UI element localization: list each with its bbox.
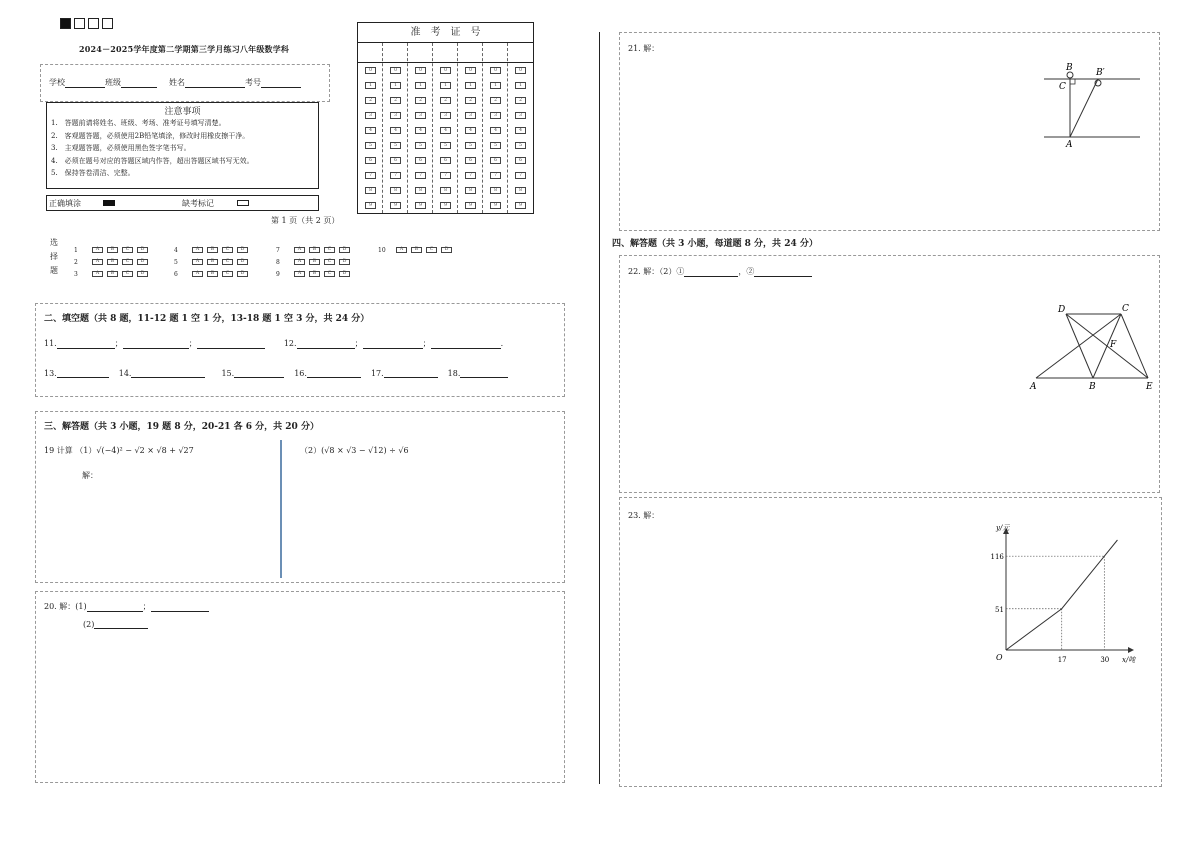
empty-square-icon (74, 18, 85, 29)
q22-label-c: C (1122, 304, 1129, 314)
admission-digit-bubble[interactable]: 8 (490, 187, 501, 194)
admission-digit-bubble[interactable]: 9 (515, 202, 526, 209)
q19-part2-prefix: （2） (300, 446, 322, 455)
choice-option-bubble[interactable]: A (92, 259, 103, 265)
admission-title: 准 考 证 号 (358, 23, 533, 43)
choice-question-row (174, 256, 252, 267)
choice-option-bubble[interactable]: C (122, 247, 133, 253)
notice-box (46, 102, 319, 189)
y-tick-label: 116 (990, 553, 1004, 562)
choice-question-number: 3 (74, 271, 78, 278)
q13-label: 13. (44, 369, 57, 378)
q22-label: 22. 解：（2）① (628, 267, 685, 276)
choice-question-number: 8 (276, 259, 280, 266)
admission-digit-bubble[interactable]: 2 (465, 97, 476, 104)
admission-digit-bubble[interactable]: 4 (390, 127, 401, 134)
admission-digit-bubble[interactable]: 6 (515, 157, 526, 164)
choice-label-char: 题 (50, 266, 58, 275)
choice-option-bubble[interactable]: A (92, 271, 103, 277)
choice-option-bubble[interactable]: D (237, 271, 248, 277)
q19-expression-2: (√8 × √3 − √12) ÷ √6 (321, 446, 409, 455)
choice-option-bubble[interactable]: C (222, 271, 233, 277)
admission-digit-bubble[interactable]: 6 (415, 157, 426, 164)
choice-option-bubble[interactable]: D (339, 247, 350, 253)
choice-option-bubble[interactable]: A (396, 247, 407, 253)
exam-number-label: 考号 (245, 78, 261, 87)
school-field[interactable] (65, 78, 105, 88)
admission-digit-bubble[interactable]: 0 (465, 67, 476, 74)
admission-digit-bubble[interactable]: 1 (465, 82, 476, 89)
q21-label-bprime: B′ (1096, 68, 1105, 78)
admission-digit-bubble[interactable]: 8 (390, 187, 401, 194)
q23-chart (990, 520, 1140, 670)
choice-option-bubble[interactable]: B (107, 247, 118, 253)
choice-question-number: 5 (174, 259, 178, 266)
fill-blank-section: 二、填空题（共 8 题，11-12 题 1 空 1 分，13-18 题 1 空 3 分，共 24 分） 11. ； ； 12. ； ； . 13. 14. 15. 16. 17. 18. (35, 303, 565, 397)
q11-blank3[interactable] (197, 339, 265, 349)
student-info-box (40, 64, 330, 102)
admission-digit-bubble[interactable]: 2 (440, 97, 451, 104)
exam-title: 2024－2025学年度第二学期第三学月练习八年级数学科 (79, 44, 290, 54)
admission-digit-bubble[interactable]: 1 (490, 82, 501, 89)
q22-figure (1028, 300, 1158, 392)
admission-digit-bubble[interactable]: 6 (365, 157, 376, 164)
admission-digit-bubble[interactable]: 1 (515, 82, 526, 89)
notice-item: 2. 客观题答题，必须使用2B铅笔填涂，修改时用橡皮擦干净。 (51, 131, 250, 140)
admission-digit-bubble[interactable]: 4 (490, 127, 501, 134)
q20-blank1[interactable] (87, 602, 143, 612)
q20-part2-label: (2) (83, 620, 95, 629)
choice-option-bubble[interactable]: D (441, 247, 452, 253)
choice-option-bubble[interactable]: D (137, 259, 148, 265)
q20-blank2[interactable] (151, 602, 209, 612)
q22-label-f: F (1110, 340, 1117, 350)
admission-digit-bubble[interactable]: 0 (390, 67, 401, 74)
q14-blank[interactable] (131, 368, 205, 378)
admission-digit-bubble[interactable]: 0 (415, 67, 426, 74)
admission-digit-bubble[interactable]: 6 (465, 157, 476, 164)
choice-option-bubble[interactable]: B (107, 271, 118, 277)
section4-heading: 四、解答题（共 3 小题，每道题 8 分，共 24 分） (612, 239, 818, 249)
choice-question-row (174, 268, 252, 279)
admission-digit-bubble[interactable]: 4 (365, 127, 376, 134)
q22-label-d: D (1058, 305, 1066, 315)
admission-digit-bubble[interactable]: 0 (440, 67, 451, 74)
admission-digit-bubble[interactable]: 5 (515, 142, 526, 149)
section3-heading: 三、解答题（共 3 小题，19 题 8 分，20-21 各 6 分，共 20 分） (44, 422, 319, 432)
q14-label: 14. (118, 369, 132, 378)
q17-label: 17. (370, 369, 384, 378)
admission-digit-bubble[interactable]: 6 (440, 157, 451, 164)
choice-option-bubble[interactable]: B (411, 247, 422, 253)
admission-digit-bubble[interactable]: 6 (390, 157, 401, 164)
choice-option-bubble[interactable]: A (192, 247, 203, 253)
choice-question-row (74, 256, 152, 267)
q12-blank3[interactable] (431, 339, 501, 349)
admission-digit-bubble[interactable]: 9 (415, 202, 426, 209)
notice-item: 3. 主观题答题，必须使用黑色签字笔书写。 (51, 144, 191, 153)
q12-blank2[interactable] (363, 339, 423, 349)
choice-question-number: 9 (276, 271, 280, 278)
q20-label: 20. 解：(1) (44, 602, 87, 611)
choice-label-char: 择 (50, 252, 58, 261)
admission-digit-bubble[interactable]: 5 (390, 142, 401, 149)
choice-option-bubble[interactable]: D (339, 271, 350, 277)
choice-option-bubble[interactable]: A (294, 271, 305, 277)
choice-question-number: 2 (74, 259, 78, 266)
admission-digit-bubble[interactable]: 0 (515, 67, 526, 74)
q22-label-e: E (1146, 382, 1153, 392)
choice-option-bubble[interactable]: A (294, 259, 305, 265)
q23-label: 23. 解： (628, 511, 660, 520)
choice-option-bubble[interactable]: C (324, 247, 335, 253)
class-label: 班级 (105, 78, 121, 87)
admission-digit-bubble[interactable]: 9 (490, 202, 501, 209)
admission-digit-bubble[interactable]: 8 (465, 187, 476, 194)
q19-prefix: 19 计算 （1） (44, 446, 97, 455)
admission-digit-bubble[interactable]: 6 (490, 157, 501, 164)
q11-blank2[interactable] (123, 339, 189, 349)
admission-digit-bubble[interactable]: 8 (440, 187, 451, 194)
q20-blank3[interactable] (94, 619, 148, 629)
admission-digit-bubble[interactable]: 3 (390, 112, 401, 119)
admission-digit-bubble[interactable]: 9 (390, 202, 401, 209)
admission-digit-bubble[interactable]: 2 (515, 97, 526, 104)
choice-option-bubble[interactable]: B (309, 271, 320, 277)
choice-option-bubble[interactable]: C (324, 271, 335, 277)
choice-option-bubble[interactable]: C (426, 247, 437, 253)
q21-box (619, 32, 1160, 231)
admission-digit-bubble[interactable]: 5 (415, 142, 426, 149)
class-field[interactable] (121, 78, 157, 88)
admission-digit-bubble[interactable]: 7 (440, 172, 451, 179)
admission-digit-bubble[interactable]: 7 (515, 172, 526, 179)
header-squares (60, 18, 116, 29)
choice-option-bubble[interactable]: A (192, 259, 203, 265)
marking-row (46, 195, 319, 211)
admission-digit-bubble[interactable]: 8 (365, 187, 376, 194)
admission-digit-bubble[interactable]: 2 (490, 97, 501, 104)
admission-digit-bubble[interactable]: 2 (415, 97, 426, 104)
choice-question-number: 10 (378, 247, 386, 254)
q19-answer-label: 解： (82, 471, 98, 480)
q11-blank1[interactable] (57, 339, 115, 349)
empty-square-icon (102, 18, 113, 29)
admission-digit-bubble[interactable]: 1 (365, 82, 376, 89)
admission-digit-bubble[interactable]: 1 (415, 82, 426, 89)
q21-label-b: B (1066, 63, 1073, 73)
page-label: 第 1 页（共 2 页） (271, 216, 340, 225)
admission-digit-bubble[interactable]: 8 (515, 187, 526, 194)
admission-digit-bubble[interactable]: 4 (465, 127, 476, 134)
admission-digit-bubble[interactable]: 3 (415, 112, 426, 119)
name-label: 姓名 (169, 78, 185, 87)
choice-question-row (74, 244, 152, 255)
admission-digit-bubble[interactable]: 2 (365, 97, 376, 104)
choice-option-bubble[interactable]: D (237, 247, 248, 253)
choice-question-number: 4 (174, 247, 178, 254)
choice-label-char: 选 (50, 238, 58, 247)
admission-digit-bubble[interactable]: 0 (365, 67, 376, 74)
choice-option-bubble[interactable]: B (207, 247, 218, 253)
choice-question-number: 7 (276, 247, 280, 254)
choice-option-bubble[interactable]: C (122, 259, 133, 265)
q17-blank[interactable] (384, 368, 438, 378)
admission-digit-bubble[interactable]: 0 (490, 67, 501, 74)
q12-blank1[interactable] (297, 339, 355, 349)
choice-option-bubble[interactable]: B (309, 259, 320, 265)
choice-question-number: 6 (174, 271, 178, 278)
q21-label-c: C (1059, 82, 1066, 92)
origin-label: O (996, 653, 1003, 662)
admission-digit-bubble[interactable]: 3 (440, 112, 451, 119)
q19-answer-area[interactable] (76, 484, 266, 574)
y-axis-label: y/元 (996, 524, 1010, 532)
admission-digit-bubble[interactable]: 3 (465, 112, 476, 119)
admission-digit-bubble[interactable]: 7 (465, 172, 476, 179)
choice-question-row (378, 244, 456, 255)
choice-question-row (276, 268, 354, 279)
correct-fill-label: 正确填涂 (49, 199, 81, 208)
admission-digit-bubble[interactable]: 7 (390, 172, 401, 179)
section2-heading: 二、填空题（共 8 题，11-12 题 1 空 1 分，13-18 题 1 空 3 分，共 24 分） (44, 314, 370, 324)
admission-digit-bubble[interactable]: 1 (390, 82, 401, 89)
choice-option-bubble[interactable]: D (237, 259, 248, 265)
admission-digit-bubble[interactable]: 4 (415, 127, 426, 134)
admission-digit-bubble[interactable]: 4 (515, 127, 526, 134)
x-tick-label: 17 (1057, 656, 1067, 664)
choice-section (50, 236, 490, 282)
choice-option-bubble[interactable]: B (107, 259, 118, 265)
choice-question-number: 1 (74, 247, 78, 254)
choice-option-bubble[interactable]: C (222, 259, 233, 265)
filled-square-icon (60, 18, 71, 29)
filled-mark-icon (103, 200, 115, 206)
page-divider (599, 32, 600, 784)
choice-option-bubble[interactable]: D (339, 259, 350, 265)
q22-blank1[interactable] (684, 267, 738, 277)
x-axis-arrow-icon (1128, 647, 1134, 653)
q21-label: 21. 解： (628, 44, 660, 53)
q12-label: 12. (283, 339, 297, 348)
admission-digit-bubble[interactable]: 7 (415, 172, 426, 179)
choice-question-row (174, 244, 252, 255)
notice-title: 注意事项 (164, 107, 201, 117)
choice-option-bubble[interactable]: C (122, 271, 133, 277)
q20-box: 20. 解：(1) ； (2) (35, 591, 565, 783)
q15-label: 15. (221, 369, 235, 378)
q22-label-b: B (1089, 382, 1096, 392)
admission-digit-bubble[interactable]: 2 (390, 97, 401, 104)
notice-item: 5. 保持答卷清洁、完整。 (51, 169, 135, 178)
x-axis-label: x/吨 (1122, 656, 1136, 664)
admission-digit-bubble[interactable]: 4 (440, 127, 451, 134)
choice-question-row (276, 256, 354, 267)
admission-digit-bubble[interactable]: 9 (465, 202, 476, 209)
q11-label: 11. (44, 339, 57, 348)
admission-number-grid (357, 22, 534, 214)
admission-digit-bubble[interactable]: 3 (515, 112, 526, 119)
choice-option-bubble[interactable]: A (294, 247, 305, 253)
q23-box (619, 497, 1162, 787)
q18-label: 18. (447, 369, 461, 378)
q21-figure (1040, 59, 1150, 149)
q21-label-a: A (1066, 140, 1073, 149)
q22-blank2[interactable] (754, 267, 812, 277)
q13-blank[interactable] (57, 368, 109, 378)
choice-option-bubble[interactable]: D (137, 247, 148, 253)
admission-digit-bubble[interactable]: 8 (415, 187, 426, 194)
q22-label-a: A (1030, 382, 1037, 392)
q19-expression-1: √(−4)² − √2 × √8 + √27 (96, 446, 194, 455)
absent-mark-label: 缺考标记 (182, 199, 214, 208)
q22-circle2: ② (746, 267, 755, 276)
empty-square-icon (88, 18, 99, 29)
q16-label: 16. (294, 369, 307, 378)
admission-digit-bubble[interactable]: 1 (440, 82, 451, 89)
x-tick-label: 30 (1100, 656, 1110, 664)
notice-item: 1. 答题前请将姓名、班级、考场、准考证号填写清楚。 (51, 119, 226, 127)
exam-number-field[interactable] (261, 78, 301, 88)
choice-option-bubble[interactable]: C (222, 247, 233, 253)
admission-digit-bubble[interactable]: 7 (365, 172, 376, 179)
admission-digit-bubble[interactable]: 9 (440, 202, 451, 209)
absent-checkbox[interactable] (237, 200, 249, 206)
admission-digit-bubble[interactable]: 5 (440, 142, 451, 149)
admission-digit-bubble[interactable]: 7 (490, 172, 501, 179)
admission-digit-bubble[interactable]: 5 (465, 142, 476, 149)
admission-digit-bubble[interactable]: 9 (365, 202, 376, 209)
y-tick-label: 51 (995, 605, 1004, 614)
notice-item: 4. 必须在题号对应的答题区域内作答，超出答题区域书写无效。 (51, 156, 254, 165)
choice-option-bubble[interactable]: B (207, 271, 218, 277)
q18-blank[interactable] (460, 368, 508, 378)
choice-option-bubble[interactable]: A (92, 247, 103, 253)
choice-option-bubble[interactable]: D (137, 271, 148, 277)
name-field[interactable] (185, 78, 245, 88)
school-label: 学校 (49, 78, 65, 87)
q16-blank[interactable] (307, 368, 361, 378)
solution-section-3 (35, 411, 565, 583)
admission-digit-bubble[interactable]: 5 (490, 142, 501, 149)
admission-digit-bubble[interactable]: 3 (365, 112, 376, 119)
choice-question-row (276, 244, 354, 255)
choice-option-bubble[interactable]: B (207, 259, 218, 265)
q19-divider (280, 440, 282, 578)
q15-blank[interactable] (234, 368, 284, 378)
choice-question-row (74, 268, 152, 279)
choice-option-bubble[interactable]: A (192, 271, 203, 277)
choice-option-bubble[interactable]: C (324, 259, 335, 265)
choice-option-bubble[interactable]: B (309, 247, 320, 253)
q22-box: 22. 解：（2）① ，② D C F A B E (619, 255, 1160, 493)
admission-digit-bubble[interactable]: 5 (365, 142, 376, 149)
admission-digit-bubble[interactable]: 3 (490, 112, 501, 119)
